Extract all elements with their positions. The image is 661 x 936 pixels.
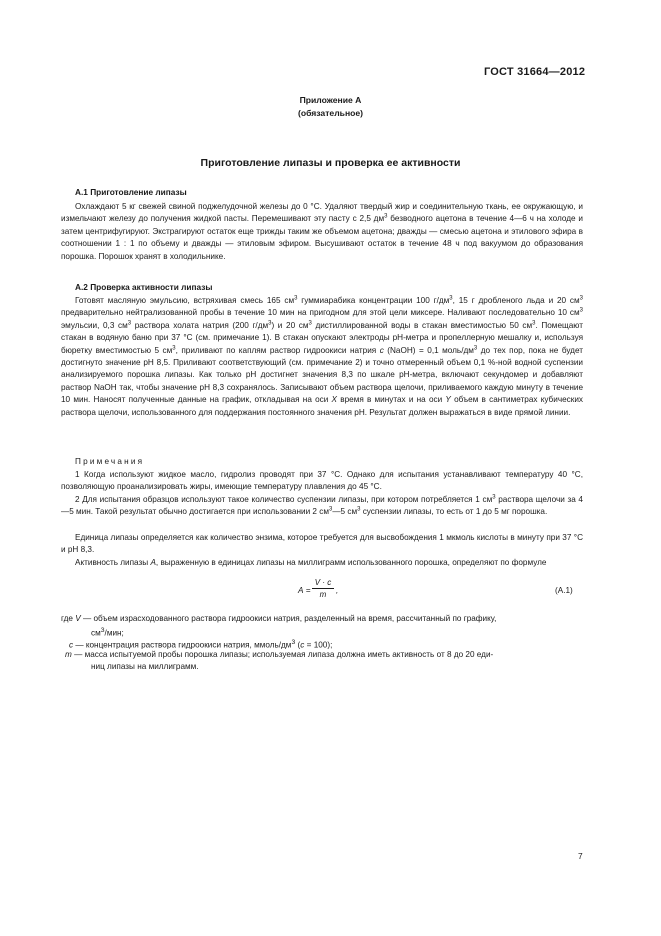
formula-lhs: А = [298,586,311,595]
where-v-cont: $см^3$/мин; [91,627,124,638]
where-v: где V — объем израсходованного раствора гидроокиси натрия, разделенный на время, рассчитанный по графику, [61,614,497,623]
where-m-cont: ниц липазы на миллиграмм. [91,662,199,671]
formula-a1 [298,578,339,599]
section-heading-a1: А.1 Приготовление липазы [75,187,187,197]
document-title: Приготовление липазы и проверка ее активности [200,157,461,169]
page-number: 7 [578,851,583,861]
unit-definition: Единица липазы определяется как количество энзима, которое требуется для высвобождения 1 мкмоль кислоты в минуту при 37 °С и рН 8,3. [61,533,583,555]
formula-numerator: V · c [312,578,334,589]
annex-status: (обязательное) [297,108,364,118]
standard-number: ГОСТ 31664—2012 [484,66,586,78]
formula-fraction [312,578,334,599]
where-c: c — концентрация раствора гидроокиси натрия, ммоль/$дм^3$ (c = 100); [69,639,333,650]
formula-comma: , [336,586,339,595]
activity-text: Активность липазы А, выраженную в единицах липазы на миллиграмм использованного порошка, определяют по формуле [75,558,547,567]
section-a1-text: Охлаждают 5 кг свежей свиной поджелудочной железы до 0 °С. Удаляют твердый жир и соединительную ткань, ее окружающую, и измельчают железу до получения жидкой пасты. Перемешивают эту пасту с 2,5 $дм^3$ безводного ацетона в течение 4—6 ч на холоде и затем центрифугируют. Экстрагируют остаток еще трижды таким же объемом ацетона; дважды — смесью ацетона и этилового эфира в соотношении 1 : 1 по объему и дважды — этиловым эфиром. Высушивают остаток в течение 48 ч под вакуумом до образования порошка. Порошок хранят в холодильнике. [61,202,583,261]
note-2: 2 Для испытания образцов используют такое количество суспензии липазы, при котором потребляется 1 $см^3$ раствора щелочи за 4—5 мин. Такой результат обычно достигается при использовании 2 $см^3—5$ $см^3$ суспензии липазы, то есть от 1 до 5 мг порошка. [61,494,583,517]
note-1: 1 Когда используют жидкое масло, гидролиз проводят при 37 °С. Однако для испытания устанавливают температуру 40 °С, позволяющую проанализировать жиры, имеющие температуру плавления до 45 °С. [61,470,583,492]
notes-heading: Примечания [75,457,145,466]
formula-number: (А.1) [555,586,573,595]
formula-denominator: m [319,590,327,599]
section-heading-a2: А.2 Проверка активности липазы [75,282,213,292]
annex-title: Приложение А [299,95,362,105]
section-a2-text: Готовят масляную эмульсию, встряхивая смесь 165 $см^3$ гуммиарабика концентрации 100 $г/дм^3$, 15 г дробленого льда и 20 $см^3$ предварительно нейтрализованной пробы в течение 10 мин на пригодном для этой цели миксере. Наливают последовательно 10 $см^3$ эмульсии, 0,3 $см^3$ раствора холата натрия (200 $г/дм^3$) и 20 $см^3$ дистиллированной воды в стакан вместимостью 50 $см^3$. Помещают стакан в водяную баню при 37 °С (см. примечание 1). В стакан опускают электроды рН-метра и пропеллерную мешалку и, используя бюретку вместимостью 5 $см^3$, приливают по каплям раствор гидроокиси натрия c (NaOH) = 0,1 моль/$дм^3$ до тех пор, пока не будет достигнуто значение рН 8,5. Приливают соответствующий (см. примечание 2) и точно отмеренный объем 0,1 %-ной водной суспензии анализируемого порошка липазы. Как только рН достигнет значения 8,3 по шкале рН-метра, включают секундомер и добавляют раствор NaOH так, чтобы значение рН 8,3 сохранялось. Записывают объем раствора щелочи, приливаемого каждую минуту в течение 10 мин. Наносят полученные данные на график, откладывая на оси X время в минутах и на оси Y объем в сантиметрах кубических раствора щелочи, использованного для поддержания постоянного значения рН. Результат должен выражаться в виде прямой линии. [61,295,583,417]
where-m: m — масса испытуемой пробы порошка липазы; используемая липаза должна иметь активность от 8 до 20 еди- [65,650,494,659]
